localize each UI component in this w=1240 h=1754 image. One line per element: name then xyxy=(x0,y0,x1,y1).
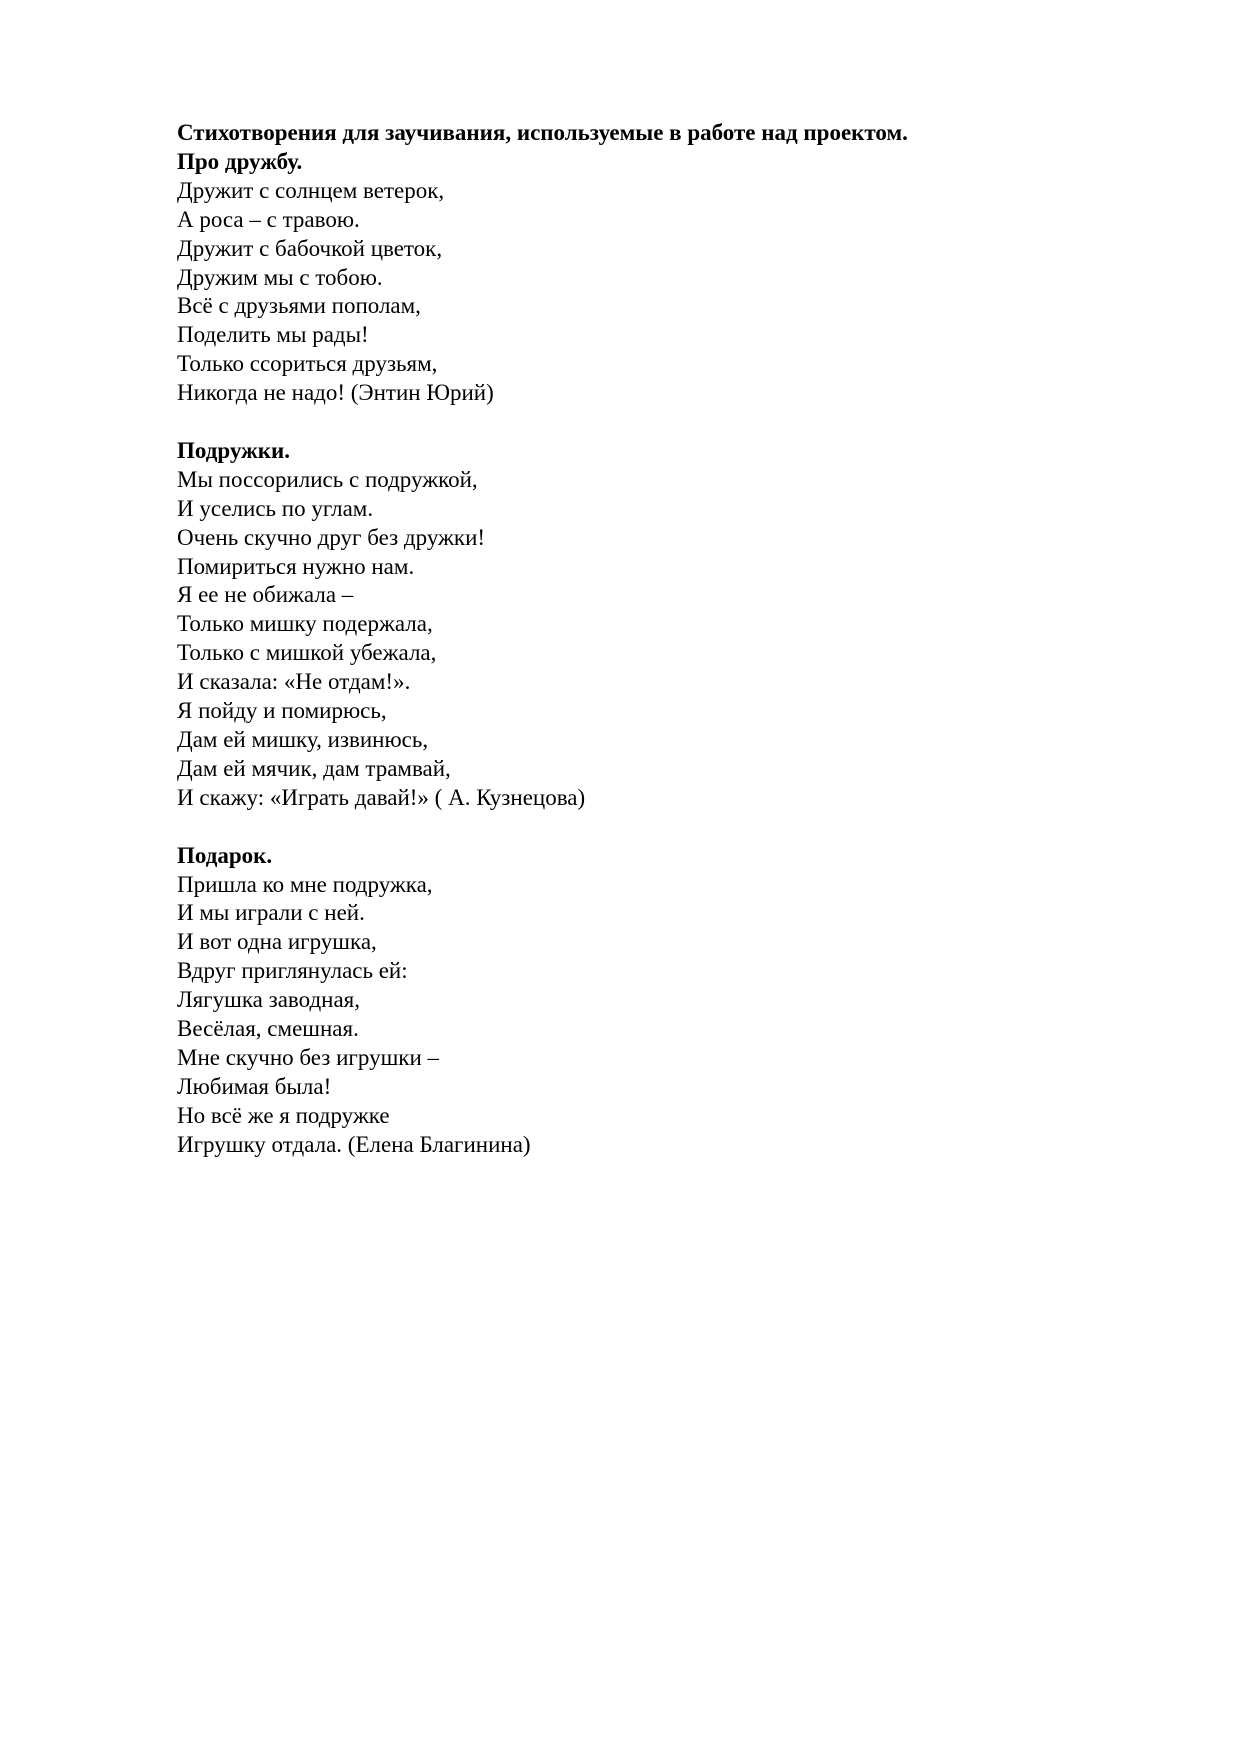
poem-title: Подарок. xyxy=(177,842,273,868)
poem-line: И сказала: «Не отдам!». xyxy=(177,669,411,695)
poem-line: Я пойду и помирюсь, xyxy=(177,698,387,724)
poem-line: Очень скучно друг без дружки! xyxy=(177,524,486,550)
poem-line: Дружит с бабочкой цветок, xyxy=(177,235,443,261)
poem-line: Только мишку подержала, xyxy=(177,611,433,637)
poem-podarok xyxy=(177,842,1077,1160)
poem-line: Вдруг приглянулась ей: xyxy=(177,958,408,984)
poem-line: Только с мишкой убежала, xyxy=(177,640,437,666)
poem-line: Весёлая, смешная. xyxy=(177,1016,359,1042)
poem-line: Только ссориться друзьям, xyxy=(177,351,438,377)
poem-podruzhki xyxy=(177,437,1077,813)
document-title: Стихотворения для заучивания, используемые в работе над проектом. xyxy=(177,120,908,145)
poem-line: Дам ей мишку, извинюсь, xyxy=(177,727,429,753)
poem-line: Поделить мы рады! xyxy=(177,322,369,348)
poem-line: Я ее не обижала – xyxy=(177,582,354,608)
poem-line: Пришла ко мне подружка, xyxy=(177,871,433,897)
poem-line: Дружим мы с тобою. xyxy=(177,264,383,290)
poem-line: Мы поссорились с подружкой, xyxy=(177,466,478,492)
poem-pro-druzhbu xyxy=(177,119,1077,408)
poem-title: Про дружбу. xyxy=(177,148,303,174)
poem-line: Лягушка заводная, xyxy=(177,987,360,1013)
poem-line: Любимая была! xyxy=(177,1073,332,1099)
poem-line: А роса – с травою. xyxy=(177,206,360,232)
poem-title: Подружки. xyxy=(177,437,290,463)
poem-line: Помириться нужно нам. xyxy=(177,553,415,579)
poem-line: И уселись по углам. xyxy=(177,495,374,521)
poem-line: И мы играли с ней. xyxy=(177,900,365,926)
poem-line: Игрушку отдала. (Елена Благинина) xyxy=(177,1131,531,1157)
poem-line: Дружит с солнцем ветерок, xyxy=(177,177,445,203)
poem-line: И скажу: «Играть давай!» ( А. Кузнецова) xyxy=(177,784,586,810)
poem-line: Мне скучно без игрушки – xyxy=(177,1044,440,1070)
poem-line: И вот одна игрушка, xyxy=(177,929,377,955)
poem-line: Никогда не надо! (Энтин Юрий) xyxy=(177,380,494,406)
document-content xyxy=(177,119,1077,1160)
poem-line: Всё с друзьями пополам, xyxy=(177,293,421,319)
poem-line: Но всё же я подружке xyxy=(177,1102,390,1128)
poem-line: Дам ей мячик, дам трамвай, xyxy=(177,755,451,781)
